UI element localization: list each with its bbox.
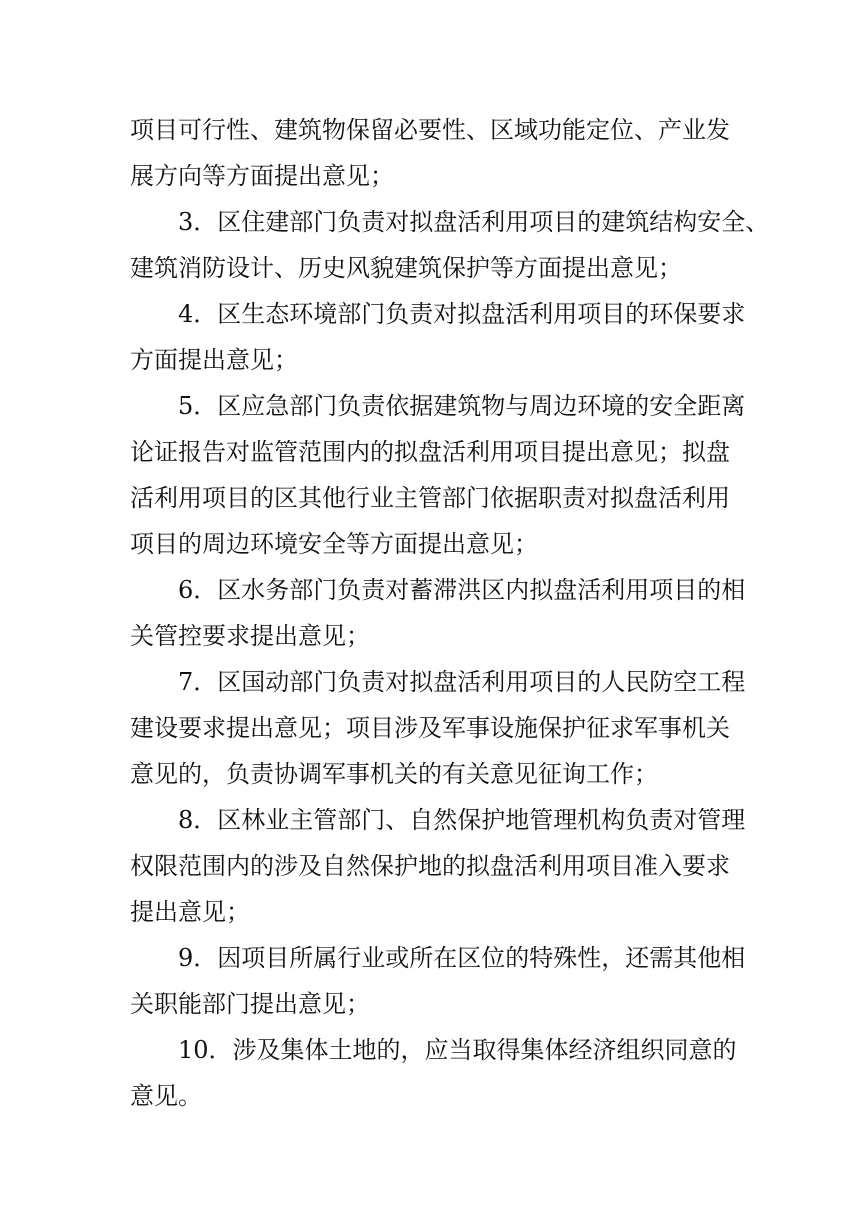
text-line: 提出意见； <box>130 898 250 926</box>
text-line: 关管控要求提出意见； <box>130 622 370 650</box>
text-line: 意见。 <box>130 1082 202 1110</box>
text-line: 方面提出意见； <box>130 346 298 374</box>
list-item-7: 7．区国动部门负责对拟盘活利用项目的人民防空工程 <box>178 668 746 696</box>
text-line: 建设要求提出意见；项目涉及军事设施保护征求军事机关 <box>130 714 730 742</box>
text-line: 项目的周边环境安全等方面提出意见； <box>130 530 538 558</box>
text-line: 活利用项目的区其他行业主管部门依据职责对拟盘活利用 <box>130 484 730 512</box>
list-item-8: 8．区林业主管部门、自然保护地管理机构负责对管理 <box>178 806 746 834</box>
text-line: 项目可行性、建筑物保留必要性、区域功能定位、产业发 <box>130 116 730 144</box>
list-item-5: 5．区应急部门负责依据建筑物与周边环境的安全距离 <box>178 392 746 420</box>
list-item-4: 4．区生态环境部门负责对拟盘活利用项目的环保要求 <box>178 300 746 328</box>
list-item-3: 3．区住建部门负责对拟盘活利用项目的建筑结构安全、 <box>178 208 770 236</box>
text-line: 意见的，负责协调军事机关的有关意见征询工作； <box>130 760 658 788</box>
text-line: 论证报告对监管范围内的拟盘活利用项目提出意见；拟盘 <box>130 438 730 466</box>
text-line: 展方向等方面提出意见； <box>130 162 394 190</box>
list-item-10: 10．涉及集体土地的，应当取得集体经济组织同意的 <box>178 1036 737 1064</box>
list-item-6: 6．区水务部门负责对蓄滞洪区内拟盘活利用项目的相 <box>178 576 746 604</box>
list-item-9: 9．因项目所属行业或所在区位的特殊性，还需其他相 <box>178 944 746 972</box>
text-line: 建筑消防设计、历史风貌建筑保护等方面提出意见； <box>130 254 682 282</box>
text-line: 关职能部门提出意见； <box>130 990 370 1018</box>
text-line: 权限范围内的涉及自然保护地的拟盘活利用项目准入要求 <box>130 852 730 880</box>
